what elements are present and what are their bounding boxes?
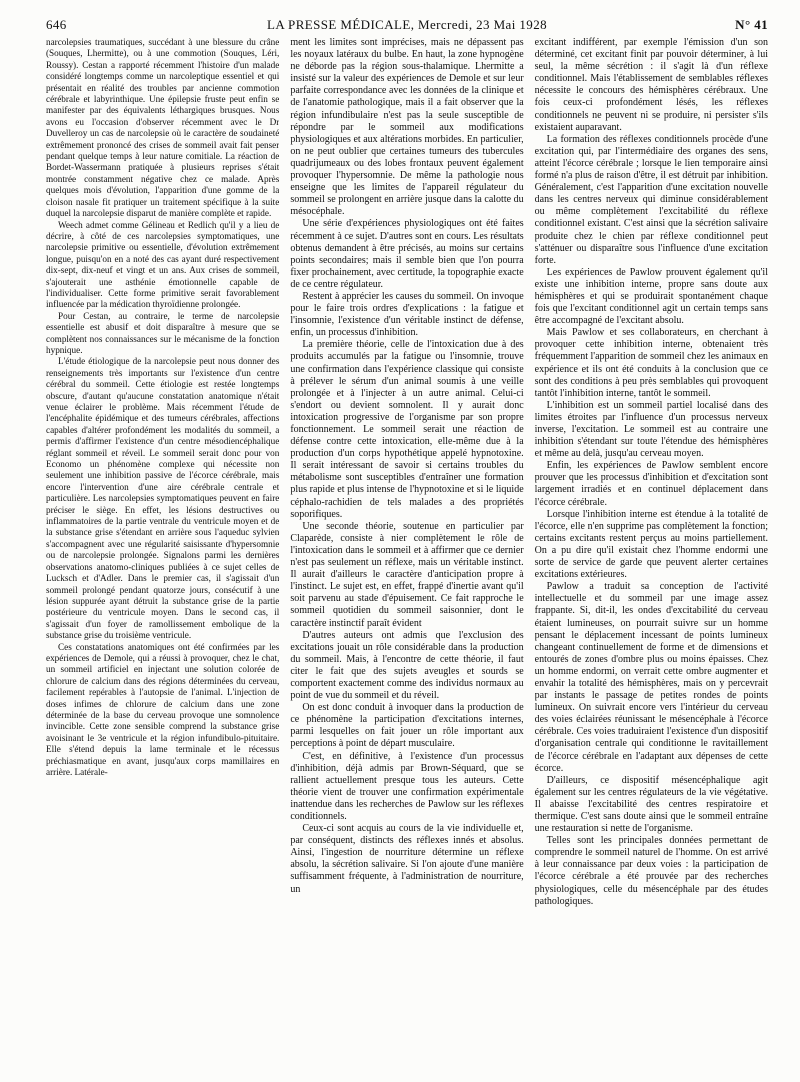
paragraph: D'autres auteurs ont admis que l'exclusion des excitations jouait un rôle considérable dans la production du sommeil. Mais, à l'encontre de cette théorie, il faut citer le fait que des sujets aveugles et sourds se comportent exactement comme des individus normaux au point de vue du sommeil et du réveil. [290, 629, 524, 702]
paragraph: La formation des réflexes conditionnels procède d'une excitation qui, par l'intermédiaire des organes des sens, atteint l'écorce cérébrale ; lorsque le lien temporaire ainsi formé n'a plus de raison d'être, il est détruit par inhibition. Généralement, c'est l'apparition d'une excitation nouvelle dans les centres nerveux qui diminue considérablement ou même complètement l'excitabilité du réflexe conditionnel existant. C'est ainsi que la sécrétion salivaire produite chez le chien par réflexe conditionnel peut s'atténuer ou disparaître sous l'influence d'une excitation forte. [534, 133, 768, 266]
paragraph: L'inhibition est un sommeil partiel localisé dans des limites étroites par l'influence d'un processus nerveux inverse, l'excitation. Le sommeil est au contraire une inhibition s'étendant sur toute l'étendue des hémisphères et même au delà, jusqu'au cerveau moyen. [534, 399, 768, 460]
paragraph: Pawlow a traduit sa conception de l'activité intellectuelle et du sommeil par une image assez frappante. Si, dit-il, les ondes d'excitabilité du cerveau étaient lumineuses, on pourrait suivre sur un homme pensant le déplacement incessant de points lumineux changeant continuellement de forme et de dimensions et entourés de zones d'ombre plus ou moins épaisses. Chez un homme endormi, on verrait cette ombre augmenter et envahir la totalité des hémisphères, mais on y percevrait par instants le passage de petites rondes de points lumineux. On suivrait encore vers l'intérieur du cerveau des voies éclairées réunissant le mésencéphale à l'écorce cérébrale. Ces voies traduiraient l'existence d'un dispositif d'organisation centrale qui conditionne le ravitaillement de l'écorce cérébrale en l'adaptant aux dépenses de cette écorce. [534, 581, 768, 774]
paragraph: Mais Pawlow et ses collaborateurs, en cherchant à provoquer cette inhibition interne, obtenaient très fréquemment l'apparition de sommeil chez les animaux en expérience et ils ont été conduits à la conclusion que ce sont des conditions à peu près semblables qui provoquent tantôt l'inhibition interne, tantôt le sommeil. [534, 327, 768, 399]
paragraph: Weech admet comme Gélineau et Redlich qu'il y a lieu de décrire, à côté de ces narcolepsies symptomatiques, une narcolepsie primitive ou essentielle, d'évolution extrêmement longue, puisqu'on en a noté des cas ayant duré respectivement dix-sept, dix-neuf et vingt et un ans. Aux crises de sommeil, s'ajouterait une asthénie émotionnelle capable de l'individualiser. Cette forme primitive serait favorablement influencée par la médication thyroïdienne prolongée. [46, 219, 280, 310]
paragraph: Telles sont les principales données permettant de comprendre le sommeil naturel de l'homme. On est arrivé à leur connaissance par deux voies : la participation de l'écorce cérébrale a été prouvée par des recherches physiologiques, celle du mésencéphale par des études pathologiques. [534, 835, 768, 907]
paragraph: Les expériences de Pawlow prouvent également qu'il existe une inhibition interne, propre sans doute aux hémisphères et qui se produirait spontanément chaque fois que l'excitant conditionnel agit un certain temps sans être accompagné de l'excitant absolu. [534, 266, 768, 327]
paragraph: Une seconde théorie, soutenue en particulier par Claparède, consiste à nier complètement le rôle de l'intoxication dans le sommeil et à affirmer que ce dernier n'est pas seulement un réflexe, mais un véritable instinct. Il aurait d'ailleurs le caractère d'anticipation propre à l'instinct. Le sujet est, en effet, frappé d'inertie avant qu'il soit parvenu au stade d'épuisement. Ce fait rapproche le sommeil quotidien du sommeil saisonnier, dont le caractère instinctif paraît évident [290, 520, 524, 629]
paragraph: D'ailleurs, ce dispositif mésencéphalique agit également sur les centres régulateurs de la vie végétative. Il abaisse l'excitabilité des centres respiratoire et thermique. C'est sans doute ainsi que le sommeil entraîne une restauration si nette de l'organisme. [534, 774, 768, 835]
paragraph: Restent à apprécier les causes du sommeil. On invoque pour le faire trois ordres d'explications : la fatigue et l'insomnie, l'existence d'un véritable instinct de défense, enfin, un processus d'inhibition. [290, 290, 524, 339]
paragraph: L'étude étiologique de la narcolepsie peut nous donner des renseignements très importants sur l'existence d'un centre cérébral du sommeil. Cette étiologie est restée longtemps obscure, d'autant qu'aucune constatation anatomique n'était venue éclairer le problème. Mais récemment l'étude de l'encéphalite épidémique et des tumeurs cérébrales, affections capables d'altérer profondément les modalités du sommeil, a permis d'affirmer l'existence d'un centre mésodiencéphalique réglant sommeil et réveil. Le sommeil serait donc pour von Economo un phénomène complexe qui nécessite non seulement une inhibition passive de l'écorce cérébrale, mais encore l'intervention d'une aire cérébrale centrale et particulière. Les narcolepsies symptomatiques peuvent en faire préciser le siège. En effet, les lésions destructives ou inflammatoires de la partie ventrale du ventricule moyen et de la substance grise s'étendant en arrière sous l'aqueduc sylvien s'accompagnent avec une régularité saisissante d'hypersomnie ou de narcolepsie prolongée. Signalons parmi les dernières observations anatomo-cliniques publiées à ce sujet celles de Lucksch et d'Adler. Dans le premier cas, il s'agissait d'un sommeil prolongé pendant quatorze jours, consécutif à une lésion suppurée ayant détruit la substance grise de la partie postérieure du ventricule moyen. Dans le second cas, il s'agissait d'un foyer de ramollissement embolique de la substance grise du troisième ventricule. [46, 356, 280, 641]
paragraph: La première théorie, celle de l'intoxication due à des produits accumulés par la fatigue ou l'insomnie, trouve une confirmation dans l'expérience classique qui consiste à prélever le sérum d'un animal soumis à une veille prolongée et à l'injecter à un autre animal. Celui-ci s'endort ou devient somnolent. Il y aurait donc intoxication progressive de l'organisme par son propre fonctionnement. Le sommeil serait une réaction de défense contre cette intoxication, elle-même due à la production d'un corps hypothétique appelé hypnotoxine. Il serait intéressant de savoir si certains troubles du métabolisme sont susceptibles d'entraîner une formation plus rapide et plus intense de l'hypnotoxine et si le liquide céphalo-rachidien de tels malades a des propriétés soporifiques. [290, 339, 524, 520]
paragraph: Ceux-ci sont acquis au cours de la vie individuelle et, par conséquent, distincts des réflexes innés et absolus. Ainsi, l'ingestion de nourriture détermine un réflexe absolu, la sécrétion salivaire. Si l'on ajoute d'une manière suffisamment fréquente, à l'administration de nourriture, un [290, 823, 524, 895]
paragraph: excitant indifférent, par exemple l'émission d'un son déterminé, cet excitant finit par pouvoir déterminer, à lui seul, la même sécrétion : il s'agit là d'un réflexe conditionnel. Mais l'établissement de semblables réflexes nécessite le concours des hémisphères cérébraux. Une fois ceux-ci profondément lésés, les réflexes conditionnels ne peuvent ni se produire, ni persister s'ils existaient auparavant. [534, 37, 768, 133]
paragraph: narcolepsies traumatiques, succédant à une blessure du crâne (Souques, Lhermitte), ou à une commotion (Souques, Léri, Roussy). Cestan a rapporté récemment l'histoire d'un malade considéré longtemps comme un narcoleptique essentiel et qui présentait en réalité des troubles par ancienne commotion cérébrale et labyrinthique. Une épilepsie fruste peut enfin se manifester par des équivalents léthargiques brusques. Nous avons eu l'occasion d'observer récemment avec le Dr Duvelleroy un cas de narcolepsie où le caractère de soudaineté extrêmement prononcé des crises de sommeil avait fait penser pendant quelque temps à leur nature comitiale. La réaction de Bordet-Wassermann pratiquée à plusieurs reprises s'était montrée constamment négative chez ce malade. Après quelques mois d'évolution, l'apparition d'une gomme de la cloison nasale fit pratiquer un traitement spécifique à la suite duquel la narcolepsie disparut de manière complète et rapide. [46, 37, 280, 219]
text-column-3 [535, 37, 768, 1077]
paragraph: Une série d'expériences physiologiques ont été faites récemment à ce sujet. D'autres sont en cours. Les résultats obtenus demandent à être précisés, au moins sur certains points secondaires; mais il semble bien que l'on pourra fixer prochainement, avec certitude, la topographie exacte de ce centre régulateur. [290, 218, 524, 290]
page-header [46, 14, 768, 36]
paragraph: Pour Cestan, au contraire, le terme de narcolepsie essentielle est abusif et doit disparaître à mesure que se complètent nos connaissances sur le mécanisme de la fonction hypnique. [46, 310, 280, 355]
paragraph: Ces constatations anatomiques ont été confirmées par les expériences de Demole, qui a réussi à provoquer, chez le chat, un sommeil artificiel en injectant une solution colorée de chlorure de calcium dans des régions déterminées du cerveau, facilement repérables à l'autopsie de l'animal. L'injection de doses infimes de chlorure de calcium dans une zone déterminée de la base du cerveau provoque une somnolence invincible. Cette zone sensible comprend la substance grise avoisinant le 3e ventricule et la région infundibulo-pituitaire. Elle s'étend depuis la lame terminale et le récessus préchiasmatique en avant, jusqu'aux corps mamillaires en arrière. Latérale- [46, 641, 280, 777]
paragraph: ment les limites sont imprécises, mais ne dépassent pas les noyaux latéraux du bulbe. En haut, la zone hypnogène ne déborde pas la région sous-thalamique. Lhermitte a insisté sur la valeur des expériences de Demole et sur leur parfaite correspondance avec les données de la clinique et de l'anatomie pathologique, mais il a fait observer que la région infundibulaire n'est pas la seule susceptible de répondre par le sommeil aux modifications physiologiques et aux altérations morbides. En particulier, on ne peut oublier que certaines tumeurs des tubercules quadrijumeaux ou des lobes frontaux peuvent également provoquer l'hypersomnie. De même la pathologie nous enseigne que les limites de l'appareil régulateur du sommeil se prolongent en arrière jusque dans la calotte du mésocéphale. [290, 37, 524, 218]
paragraph: Lorsque l'inhibition interne est étendue à la totalité de l'écorce, elle n'en supprime pas complètement la fonction; certains excitants restent perçus au moins partiellement. On a pu dire qu'il existait chez l'homme endormi une sorte de service de garde que peuvent alerter certaines excitations extérieures. [534, 508, 768, 581]
text-column-1 [46, 37, 279, 1077]
article-body [46, 37, 768, 1077]
text-column-2 [290, 37, 523, 1077]
paragraph: On est donc conduit à invoquer dans la production de ce phénomène la participation d'excitations internes, parmi lesquelles on fait jouer un rôle important aux perceptions à point de départ musculaire. [290, 702, 524, 750]
issue-number: N° 41 [735, 17, 768, 32]
paragraph: C'est, en définitive, à l'existence d'un processus d'inhibition, déjà admis par Brown-Séquard, que se rallient actuellement presque tous les auteurs. Cette théorie vient de trouver une confirmation expérimentale inattendue dans les recherches de Pawlow sur les réflexes conditionnels. [290, 750, 524, 822]
running-title: LA PRESSE MÉDICALE, Mercredi, 23 Mai 1928 [267, 17, 547, 32]
page-number: 646 [46, 17, 67, 32]
paragraph: Enfin, les expériences de Pawlow semblent encore prouver que les processus d'inhibition et d'excitation sont largement irradiés et en continuel déplacement dans l'écorce cérébrale. [534, 460, 768, 508]
